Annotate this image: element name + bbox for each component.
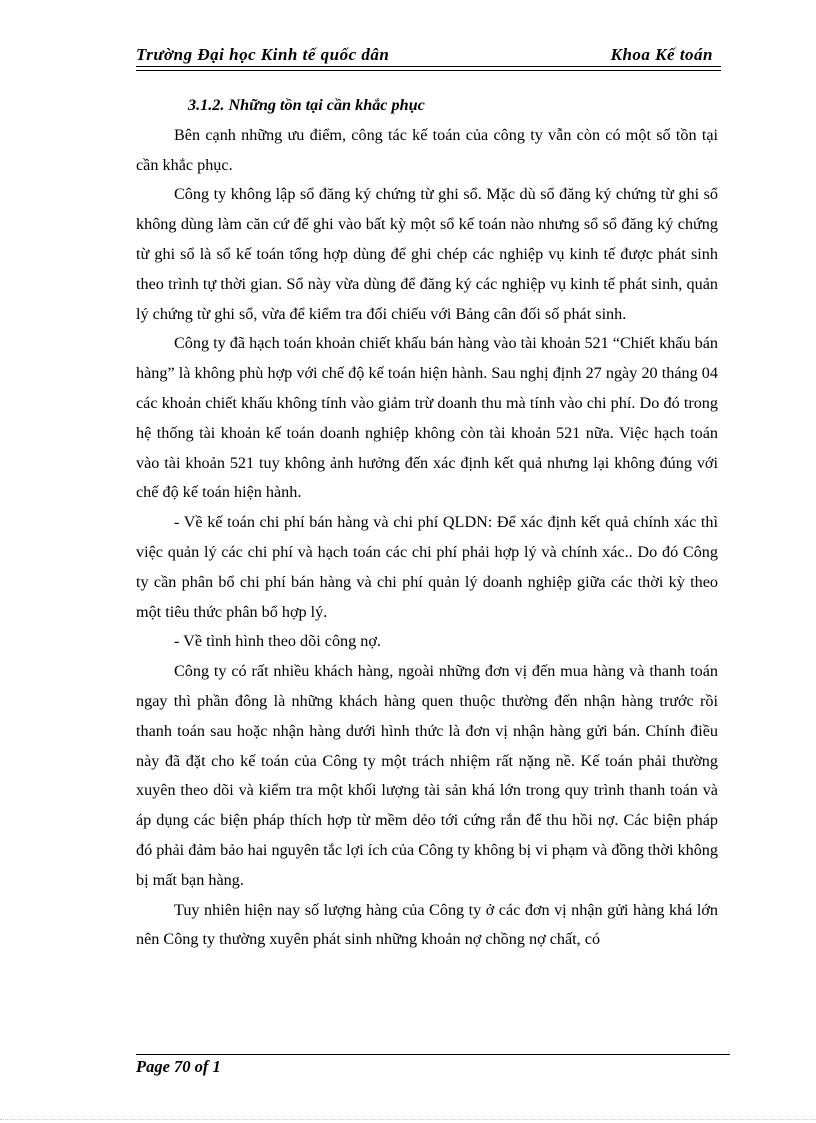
paragraph-intro: Bên cạnh những ưu điểm, công tác kế toán của công ty vẫn còn có một số tồn tại cần khắc phục. (136, 125, 718, 174)
page-body (136, 91, 718, 955)
paragraph-current: Tuy nhiên hiện nay số lượng hàng của Công ty ở các đơn vị nhận gửi hàng khá lớn nên Công ty thường xuyên phát sinh những khoản nợ chồng nợ chất, có (136, 900, 718, 949)
section-title: 3.1.2. Những tồn tại cần khắc phục (188, 96, 425, 114)
paragraph-expenses: - Về kế toán chi phí bán hàng và chi phí QLDN: Để xác định kết quả chính xác thì việc quản lý các chi phí và hạch toán các chi phí phải hợp lý và chính xác.. Do đó Công ty cần phân bổ chi phí bán hàng và chi phí quản lý doanh nghiệp giữa các thời kỳ theo một tiêu thức phân bổ hợp lý. (136, 513, 718, 621)
page-header (136, 44, 721, 67)
paragraph-discount: Công ty đã hạch toán khoản chiết khấu bán hàng vào tài khoản 521 “Chiết khấu bán hàng” là không phù hợp với chế độ kế toán hiện hành. Sau nghị định 27 ngày 20 tháng 04 các khoản chiết khấu không tính vào giảm trừ doanh thu mà tính vào chi phí. Do đó trong hệ thống tài khoản kế toán doanh nghiệp không còn tài khoản 521 nữa. Việc hạch toán vào tài khoản 521 tuy không ảnh hưởng đến xác định kết quả nhưng lại không đúng với chế độ kế toán hiện hành. (136, 334, 718, 502)
paragraph-customers: Công ty có rất nhiều khách hàng, ngoài những đơn vị đến mua hàng và thanh toán ngay thì phần đông là những khách hàng quen thuộc thường đến nhận hàng trước rồi thanh toán sau hoặc nhận hàng dưới hình thức là đơn vị nhận hàng gửi bán. Chính điều này đã đặt cho kế toán của Công ty một trách nhiệm rất nặng nề. Kế toán phải thường xuyên theo dõi và kiểm tra một khối lượng tài sản khá lớn trong quy trình thanh toán và áp dụng các biện pháp thích hợp từ mềm dẻo tới cứng rắn để thu hồi nợ. Các biện pháp đó phải đảm bảo hai nguyên tắc lợi ích của Công ty không bị vi phạm và đồng thời không bị mất bạn hàng. (136, 662, 718, 889)
header-divider (136, 70, 721, 71)
paragraph-debt-heading: - Về tình hình theo dõi công nợ. (174, 632, 381, 651)
header-university: Trường Đại học Kinh tế quốc dân (136, 45, 390, 64)
header-faculty: Khoa Kế toán (610, 45, 713, 64)
paragraph-ledger: Công ty không lập sổ đăng ký chứng từ ghi sổ. Mặc dù sổ đăng ký chứng từ ghi sổ không dùng làm căn cứ để ghi vào bất kỳ một sổ kế toán nào nhưng sổ sổ đăng ký chứng từ ghi sổ là sổ kế toán tổng hợp dùng để ghi chép các nghiệp vụ kinh tế được phát sinh theo trình tự thời gian. Sổ này vừa dùng để đăng ký các nghiệp vụ kinh tế phát sinh, quản lý chứng từ ghi sổ, vừa để kiểm tra đối chiếu với Bảng cân đối số phát sinh. (136, 185, 718, 323)
page-bottom-border (0, 1119, 816, 1120)
footer-divider (136, 1054, 730, 1055)
page-number: Page 70 of 1 (136, 1057, 221, 1076)
